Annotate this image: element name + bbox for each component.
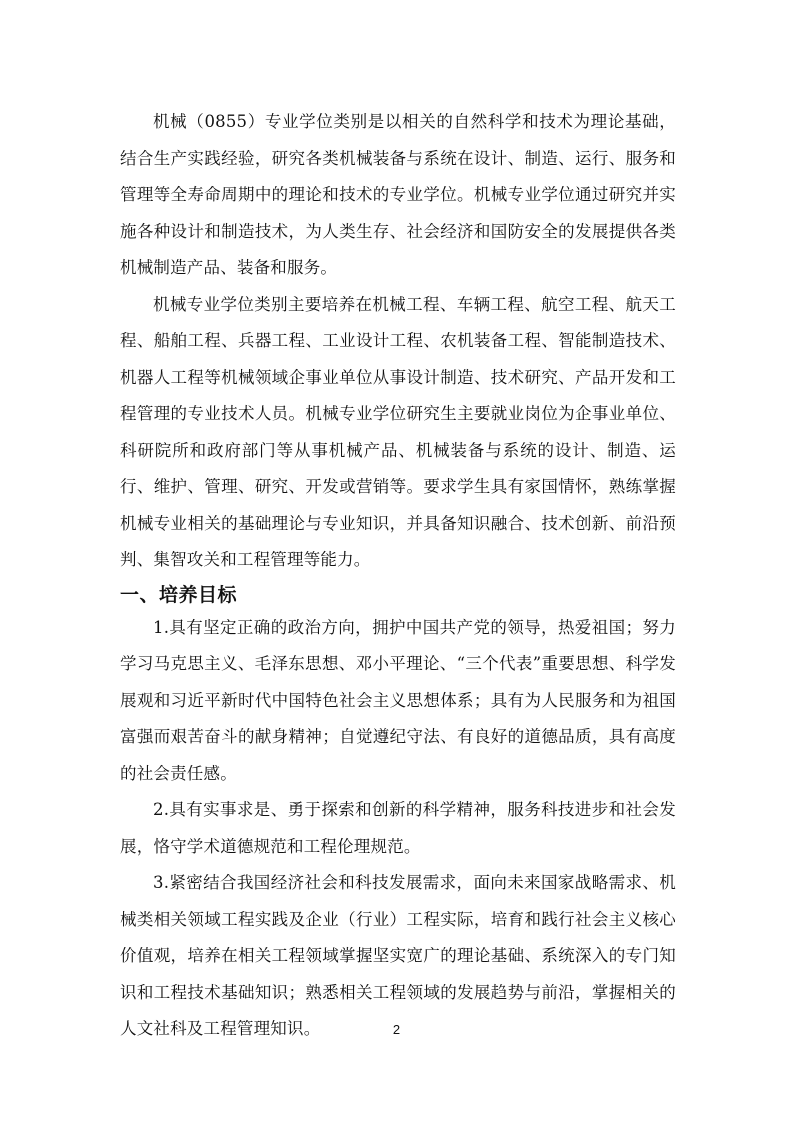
intro-paragraph-1: 机械（0855）专业学位类别是以相关的自然科学和技术为理论基础，结合生产实践经验，研究各类机械装备与系统在设计、制造、运行、服务和管理等全寿命周期中的理论和技术的专业学位。机械专业学位通过研究并实施各种设计和制造技术，为人类生存、社会经济和国防安全的发展提供各类机械制造产品、装备和服务。 <box>120 112 676 277</box>
intro-paragraph-2: 机械专业学位类别主要培养在机械工程、车辆工程、航空工程、航天工程、船舶工程、兵器工程、工业设计工程、农机装备工程、智能制造技术、机器人工程等机械领域企事业单位从事设计制造、技术研究、产品开发和工程管理的专业技术人员。机械专业学位研究生主要就业岗位为企事业单位、科研院所和政府部门等从事机械产品、机械装备与系统的设计、制造、运行、维护、管理、研究、开发或营销等。要求学生具有家国情怀，熟练掌握机械专业相关的基础理论与专业知识，并具备知识融合、技术创新、前沿预判、集智攻关和工程管理等能力。 <box>120 294 676 569</box>
section-heading-training-objectives: 一、培养目标 <box>120 583 238 606</box>
objective-paragraph-1: 1.具有坚定正确的政治方向，拥护中国共产党的领导，热爱祖国；努力学习马克思主义、毛泽东思想、邓小平理论、“三个代表”重要思想、科学发展观和习近平新时代中国特色社会主义思想体系；具有为人民服务和为祖国富强而艰苦奋斗的献身精神；自觉遵纪守法、有良好的道德品质，具有高度的社会责任感。 <box>120 617 676 783</box>
page-number: 2 <box>392 1022 401 1037</box>
page-body <box>120 104 676 1048</box>
objective-paragraph-3: 3.紧密结合我国经济社会和科技发展需求，面向未来国家战略需求、机械类相关领域工程实践及企业（行业）工程实际，培育和践行社会主义核心价值观，培养在相关工程领域掌握坚实宽广的理论基础、系统深入的专门知识和工程技术基础知识；熟悉相关工程领域的发展趋势与前沿，掌握相关的人文社科及工程管理知识。 <box>120 873 676 1038</box>
objective-paragraph-2: 2.具有实事求是、勇于探索和创新的科学精神，服务科技进步和社会发展，恪守学术道德规范和工程伦理规范。 <box>120 800 676 856</box>
